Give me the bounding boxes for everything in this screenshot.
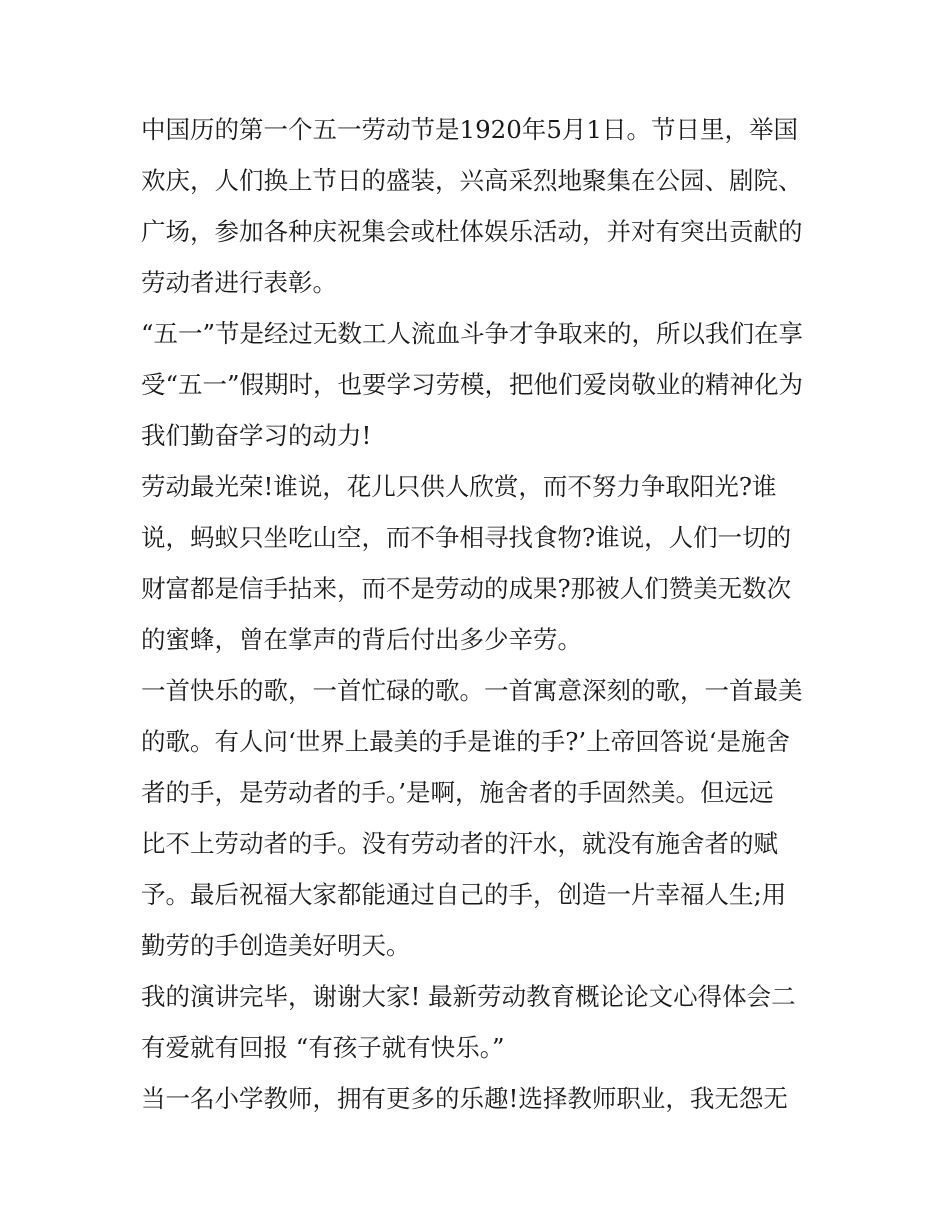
text-line: 我的演讲完毕，谢谢大家! 最新劳动教育概论论文心得体会二 — [141, 982, 796, 1011]
text-line: 说，蚂蚁只坐吃山空，而不争相寻找食物?谁说，人们一切的 — [141, 523, 792, 552]
text-line: 劳动最光荣!谁说，花儿只供人欣赏，而不努力争取阳光?谁 — [141, 472, 777, 501]
paragraph-workers-struggle — [141, 314, 813, 456]
paragraph-may-day-history — [141, 110, 813, 303]
text-line: 中国历的第一个五一劳动节是1920年5月1日。节日里，举国 — [141, 115, 799, 144]
text-line: 广场，参加各种庆祝集会或杜体娱乐活动，并对有突出贡献的 — [141, 217, 803, 246]
text-line: 予。最后祝福大家都能通过自己的手，创造一片幸福人生;用 — [141, 880, 787, 909]
text-line: 的歌。有人问‘世界上最美的手是谁的手?’上帝回答说‘是施舍 — [141, 727, 790, 756]
text-line: 一首快乐的歌，一首忙碌的歌。一首寓意深刻的歌，一首最美 — [141, 676, 803, 705]
paragraph-teacher — [141, 1079, 813, 1119]
text-line: 我们勤奋学习的动力! — [141, 421, 372, 450]
document-body — [141, 110, 813, 1130]
text-line: “五一”节是经过无数工人流血斗争才争取来的，所以我们在享 — [141, 319, 804, 348]
paragraph-speech-end — [141, 977, 813, 1068]
paragraph-labor-glorious — [141, 467, 813, 660]
text-line: 当一名小学教师，拥有更多的乐趣!选择教师职业，我无怨无 — [141, 1084, 788, 1113]
text-line: 有爱就有回报 “有孩子就有快乐。” — [141, 1033, 505, 1062]
text-line: 欢庆，人们换上节日的盛装，兴高采烈地聚集在公园、剧院、 — [141, 166, 803, 195]
text-line: 财富都是信手拈来，而不是劳动的成果?那被人们赞美无数次 — [141, 574, 792, 603]
text-line: 者的手，是劳动者的手。’是啊，施舍者的手固然美。但远远 — [141, 778, 774, 807]
text-line: 受“五一”假期时，也要学习劳模，把他们爱岗敬业的精神化为 — [141, 370, 804, 399]
text-line: 勤劳的手创造美好明天。 — [141, 931, 411, 960]
text-line: 比不上劳动者的手。没有劳动者的汗水，就没有施舍者的赋 — [141, 829, 778, 858]
text-line: 的蜜蜂，曾在掌声的背后付出多少辛劳。 — [141, 625, 582, 654]
paragraph-song-of-labor — [141, 671, 813, 966]
text-line: 劳动者进行表彰。 — [141, 268, 337, 297]
